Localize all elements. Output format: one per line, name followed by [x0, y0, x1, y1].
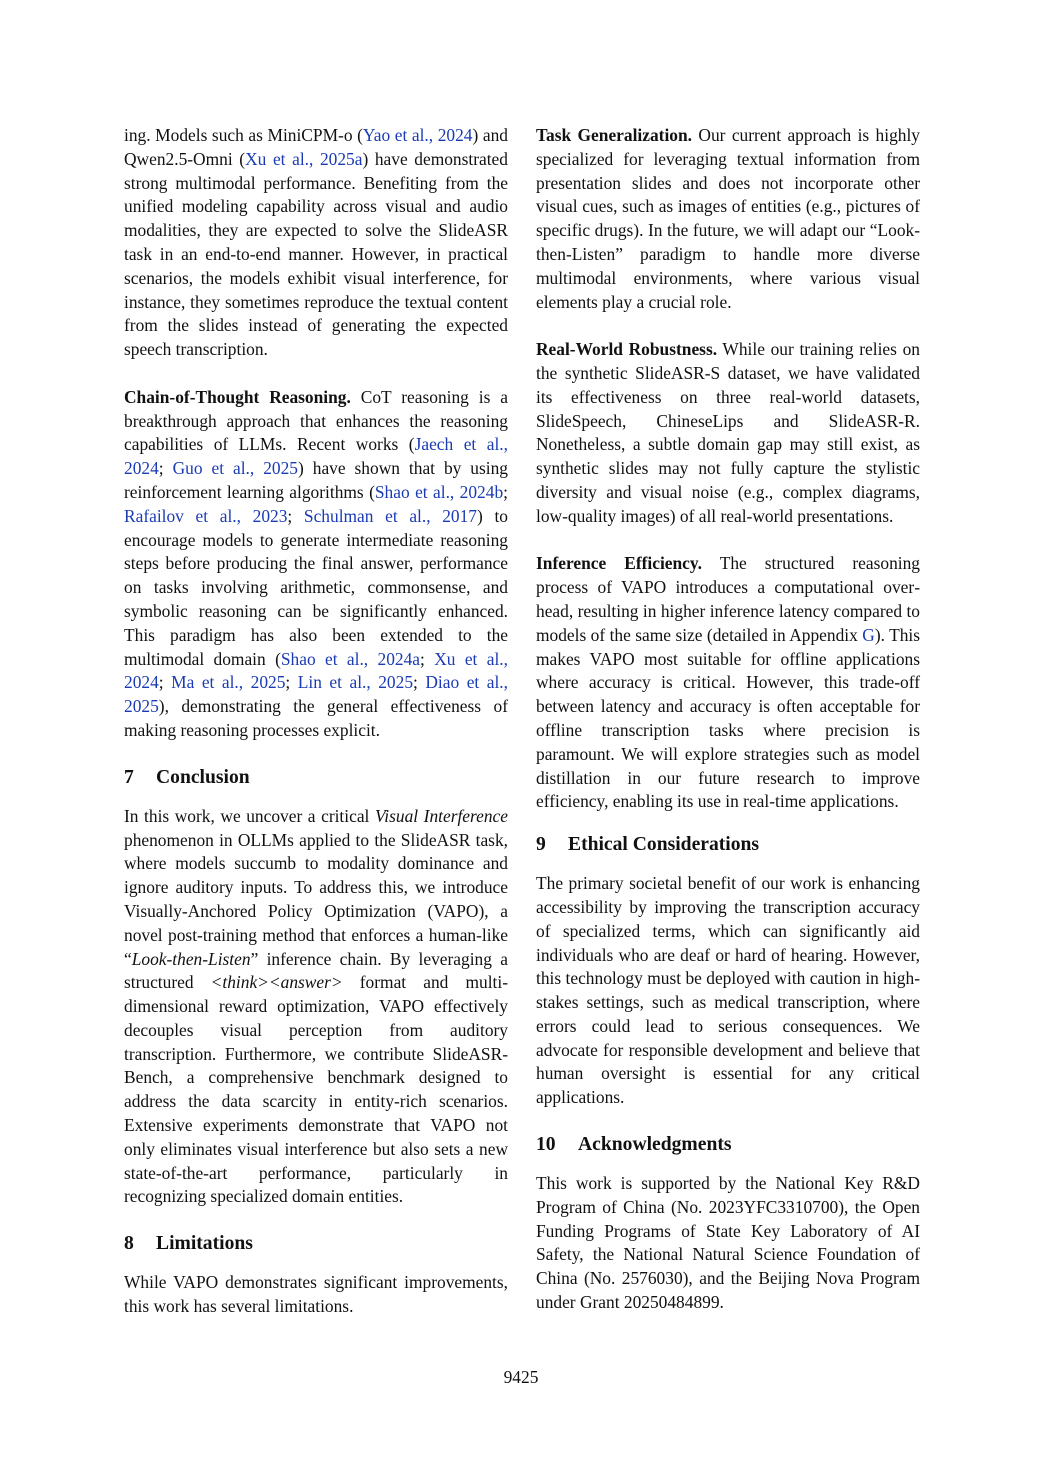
- cot-paragraph: Chain-of-Thought Reasoning. CoT reasoning is a breakthrough approach that enhances the reasoning capabilities of LLMs. Recent works (Jaech et al., 2024; Guo et al., 2025) have shown that by using reinforcement learning algorithms (Shao et al., 2024b; Rafailov et al., 2023; Schulman et al., 2017) to encourage models to generate intermediate reasoning steps before producing the final answer, performance on tasks involving arithmetic, commonsense, and symbolic reasoning can be significantly enhanced. This paradigm has also been extended to the multimodal domain (Shao et al., 2024a; Xu et al., 2024; Ma et al., 2025; Lin et al., 2025; Diao et al., 2025), demonstrating the general effectiveness of making reasoning processes explicit.: [124, 386, 508, 740]
- citation-link[interactable]: Ma et al., 2025: [171, 672, 286, 693]
- paragraph-heading: Chain-of-Thought Reasoning.: [124, 386, 351, 407]
- appendix-link[interactable]: G: [862, 624, 875, 645]
- section-title: Limitations: [156, 1233, 253, 1255]
- citation-link[interactable]: Shao et al., 2024a: [280, 648, 421, 669]
- citation-link[interactable]: Schulman et al., 2017: [303, 505, 477, 526]
- citation-link[interactable]: Lin et al., 2025: [297, 672, 414, 693]
- section-number: 9: [536, 834, 546, 856]
- section-number: 7: [124, 766, 134, 788]
- right-column: [536, 124, 920, 1315]
- limitations-paragraph: While VAPO demonstrates significant improvements, this work has several limitations.: [124, 1272, 508, 1317]
- section-number: 8: [124, 1233, 134, 1255]
- citation-link[interactable]: Yao et al., 2024: [362, 125, 473, 145]
- citation-link[interactable]: Diao et al., 2025: [124, 672, 508, 717]
- section-title: Conclusion: [156, 766, 250, 788]
- paragraph-heading: Real-World Robustness.: [536, 339, 718, 360]
- section-heading-conclusion: [124, 765, 508, 791]
- section-heading-limitations: [124, 1231, 508, 1257]
- citation-link[interactable]: Guo et al., 2025: [172, 458, 298, 479]
- citation-link[interactable]: Jaech et al., 2024: [124, 434, 508, 479]
- robustness-paragraph: Real-World Robustness. While our training relies on the synthetic SlideASR-S dataset, we have validated its effectiveness on three real-world datasets, SlideSpeech, ChineseLips and SlideASR-R. Nonetheless, a subtle domain gap may still exist, as synthetic slides may not fully capture the stylistic diversity and visual noise (e.g., complex diagrams, low-quality images) of all real-world presentations.: [536, 339, 920, 526]
- section-number: 10: [536, 1134, 556, 1156]
- paragraph-heading: Task Generalization.: [536, 125, 692, 145]
- citation-link[interactable]: Shao et al., 2024b: [374, 481, 504, 502]
- section-title: Acknowledgments: [578, 1134, 732, 1156]
- citation-link[interactable]: Xu et al., 2025a: [245, 148, 363, 169]
- paragraph-heading: Inference Efficiency.: [536, 553, 702, 574]
- citation-link[interactable]: Rafailov et al., 2023: [124, 505, 288, 526]
- page-number: 9425: [503, 1367, 539, 1387]
- intro-paragraph: ing. Models such as MiniCPM-o (Yao et al., 2024) and Qwen2.5-Omni (Xu et al., 2025a) have demonstrated strong multimodal performance. Benefiting from the unified modeling capability across visual and audio modalities, they are expected to solve the SlideASR task in an end-to-end manner. However, in practical scenarios, the models exhibit visual interference, for instance, they sometimes reproduce the textual content from the slides instead of generating the expected speech transcription.: [124, 125, 508, 360]
- efficiency-paragraph: Inference Efficiency. The structured reasoning process of VAPO introduces a computational overhead, resulting in higher inference latency compared to models of the same size (detailed in Appendix G). This makes VAPO most suitable for offline applications where accuracy is critical. However, this trade-off between latency and accuracy is often acceptable for offline transcription tasks where precision is paramount. We will explore strategies such as model distillation in our future research to improve efficiency, enabling its use in real-time applications.: [536, 553, 920, 812]
- section-heading-acknowledgments: [536, 1132, 920, 1158]
- section-heading-ethics: [536, 832, 920, 858]
- citation-link[interactable]: Xu et al., 2024: [124, 648, 508, 693]
- left-column: [124, 124, 508, 1319]
- task-generalization-paragraph: Task Generalization. Our current approach is highly specialized for leveraging textual information from presentation slides and does not incorporate other visual cues, such as images of entities (e.g., pictures of specific drugs). In the future, we will adapt our “Look-then-Listen” paradigm to handle more diverse multimodal environments, where various visual elements play a crucial role.: [536, 125, 920, 312]
- conclusion-paragraph: In this work, we uncover a critical Visual Interference phenomenon in OLLMs applied to the SlideASR task, where models succumb to modality dominance and ignore auditory inputs. To address this, we introduce Visually-Anchored Policy Optimization (VAPO), a novel post-training method that enforces a human-like “Look-then-Listen” inference chain. By leveraging a structured <think><answer> format and multi-dimensional reward optimization, VAPO effectively decouples visual perception from auditory transcription. Furthermore, we contribute SlideASR-Bench, a comprehensive benchmark designed to address the data scarcity in entity-rich scenarios. Extensive experiments demonstrate that VAPO not only eliminates visual interference but also sets a new state-of-the-art performance, particularly in recognizing specialized domain entities.: [124, 805, 508, 1207]
- acknowledgments-paragraph: This work is supported by the National Key R&D Program of China (No. 2023YFC3310700), the Open Funding Programs of State Key Laboratory of AI Safety, the National Natural Science Foundation of China (No. 2576030), and the Beijing Nova Program under Grant 20250484899.: [536, 1173, 920, 1313]
- ethics-paragraph: The primary societal benefit of our work is enhancing accessibility by improving the transcription accuracy of specialized terms, which can significantly aid individuals who are deaf or hard of hearing. However, this technology must be deployed with caution in high-stakes settings, such as medical transcription, where errors could lead to serious consequences. We advocate for responsible development and believe that human oversight is essential for any critical applications.: [536, 873, 920, 1108]
- section-title: Ethical Considerations: [568, 834, 760, 856]
